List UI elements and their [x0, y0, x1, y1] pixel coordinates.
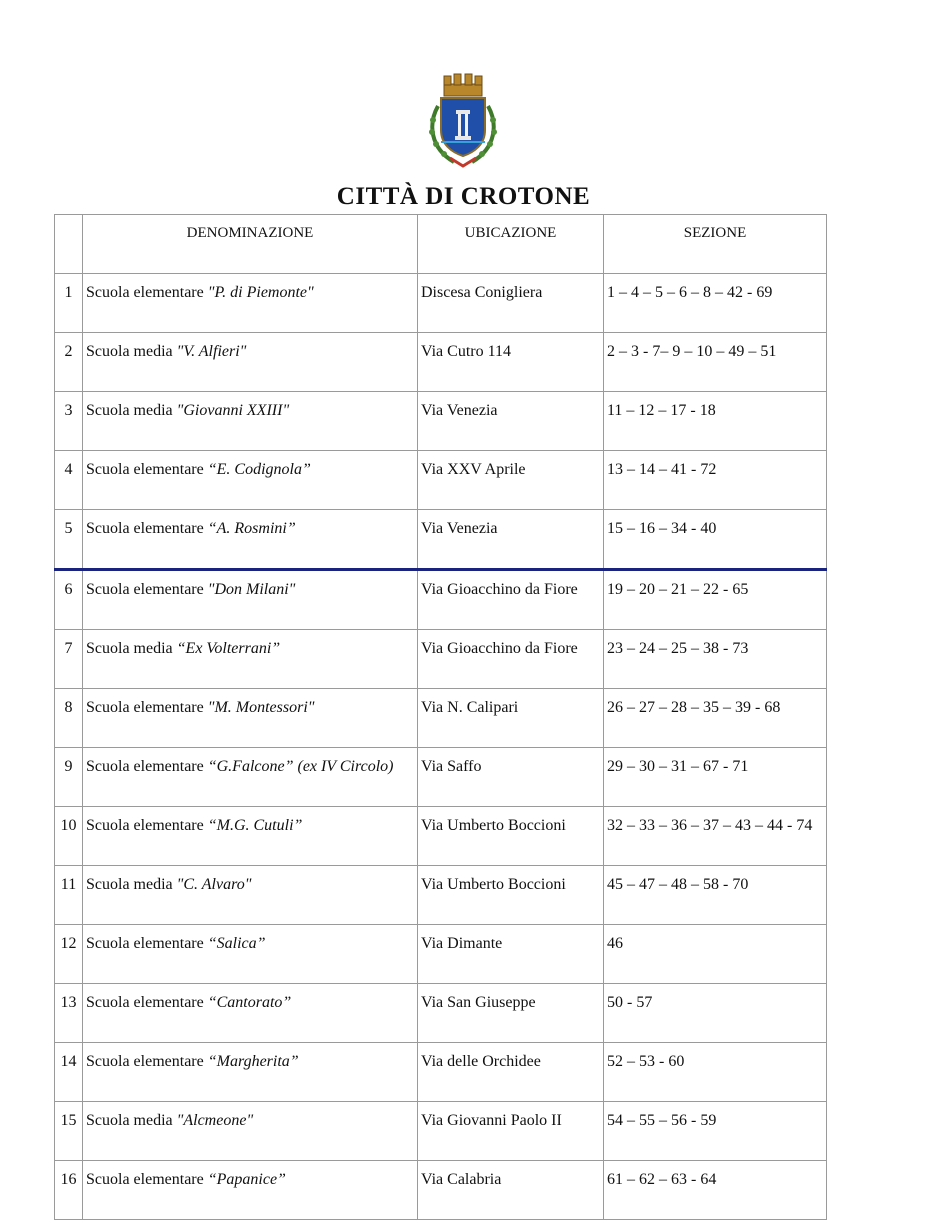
row-denominazione	[83, 570, 418, 630]
row-ubicazione: Via Umberto Boccioni	[418, 807, 604, 866]
row-ubicazione: Via Venezia	[418, 392, 604, 451]
row-number: 5	[55, 510, 83, 570]
school-name: "Alcmeone"	[176, 1112, 254, 1129]
school-name: "Giovanni XXIII"	[176, 402, 290, 419]
row-ubicazione: Via XXV Aprile	[418, 451, 604, 510]
table-row	[55, 748, 827, 807]
row-denominazione	[83, 510, 418, 570]
table-row	[55, 570, 827, 630]
school-type: Scuola media	[86, 640, 173, 657]
table-row	[55, 689, 827, 748]
row-ubicazione: Via Umberto Boccioni	[418, 866, 604, 925]
school-type: Scuola elementare	[86, 699, 204, 716]
row-ubicazione: Via N. Calipari	[418, 689, 604, 748]
row-sezione: 26 – 27 – 28 – 35 – 39 - 68	[604, 689, 827, 748]
page-title: CITTÀ DI CROTONE	[336, 183, 591, 210]
row-sezione: 29 – 30 – 31 – 67 - 71	[604, 748, 827, 807]
polling-stations-table	[54, 214, 827, 1220]
row-denominazione	[83, 392, 418, 451]
row-ubicazione: Via Cutro 114	[418, 333, 604, 392]
row-number: 13	[55, 984, 83, 1043]
row-ubicazione: Via Gioacchino da Fiore	[418, 570, 604, 630]
row-number: 7	[55, 630, 83, 689]
row-number: 16	[55, 1161, 83, 1220]
row-sezione: 15 – 16 – 34 - 40	[604, 510, 827, 570]
school-name: "V. Alfieri"	[176, 343, 247, 360]
row-number: 8	[55, 689, 83, 748]
row-sezione: 52 – 53 - 60	[604, 1043, 827, 1102]
row-denominazione	[83, 748, 418, 807]
row-sezione: 1 – 4 – 5 – 6 – 8 – 42 - 69	[604, 274, 827, 333]
table-row	[55, 1161, 827, 1220]
row-number: 12	[55, 925, 83, 984]
table-row	[55, 630, 827, 689]
row-denominazione	[83, 866, 418, 925]
row-sezione: 2 – 3 - 7– 9 – 10 – 49 – 51	[604, 333, 827, 392]
school-name: “Papanice”	[207, 1171, 286, 1188]
row-denominazione	[83, 630, 418, 689]
row-sezione: 46	[604, 925, 827, 984]
row-sezione: 11 – 12 – 17 - 18	[604, 392, 827, 451]
school-name: “M.G. Cutuli”	[207, 817, 303, 834]
school-type: Scuola elementare	[86, 935, 204, 952]
school-type: Scuola elementare	[86, 758, 204, 775]
table-header-row	[55, 215, 827, 274]
school-type: Scuola elementare	[86, 284, 204, 301]
row-sezione: 19 – 20 – 21 – 22 - 65	[604, 570, 827, 630]
crotone-coat-of-arms-emblem	[424, 72, 502, 170]
row-denominazione	[83, 1102, 418, 1161]
row-sezione: 54 – 55 – 56 - 59	[604, 1102, 827, 1161]
school-name: “Cantorato”	[207, 994, 292, 1011]
row-denominazione	[83, 1161, 418, 1220]
table-row	[55, 392, 827, 451]
school-type: Scuola media	[86, 1112, 173, 1129]
row-sezione: 32 – 33 – 36 – 37 – 43 – 44 - 74	[604, 807, 827, 866]
school-name: “A. Rosmini”	[207, 520, 296, 537]
table-row	[55, 274, 827, 333]
row-number: 10	[55, 807, 83, 866]
row-ubicazione: Via Saffo	[418, 748, 604, 807]
row-denominazione	[83, 807, 418, 866]
table-row	[55, 925, 827, 984]
school-name: “G.Falcone” (ex IV Circolo)	[207, 758, 394, 775]
row-number: 4	[55, 451, 83, 510]
school-type: Scuola elementare	[86, 461, 204, 478]
school-type: Scuola elementare	[86, 994, 204, 1011]
row-ubicazione: Via delle Orchidee	[418, 1043, 604, 1102]
school-name: "M. Montessori"	[207, 699, 315, 716]
school-name: “Ex Volterrani”	[176, 640, 281, 657]
row-number: 1	[55, 274, 83, 333]
header-sezione: SEZIONE	[604, 215, 827, 274]
row-sezione: 61 – 62 – 63 - 64	[604, 1161, 827, 1220]
row-ubicazione: Via Gioacchino da Fiore	[418, 630, 604, 689]
school-type: Scuola elementare	[86, 1171, 204, 1188]
row-ubicazione: Via Venezia	[418, 510, 604, 570]
school-type: Scuola elementare	[86, 817, 204, 834]
row-number: 14	[55, 1043, 83, 1102]
header-ubicazione: UBICAZIONE	[418, 215, 604, 274]
school-name: “Salica”	[207, 935, 266, 952]
row-denominazione	[83, 984, 418, 1043]
row-ubicazione: Via Giovanni Paolo II	[418, 1102, 604, 1161]
row-sezione: 23 – 24 – 25 – 38 - 73	[604, 630, 827, 689]
school-name: "P. di Piemonte"	[207, 284, 314, 301]
row-ubicazione: Via San Giuseppe	[418, 984, 604, 1043]
row-ubicazione: Via Calabria	[418, 1161, 604, 1220]
row-number: 3	[55, 392, 83, 451]
header-number	[55, 215, 83, 274]
row-denominazione	[83, 689, 418, 748]
school-type: Scuola elementare	[86, 520, 204, 537]
row-number: 6	[55, 570, 83, 630]
school-name: "C. Alvaro"	[176, 876, 252, 893]
table-row	[55, 510, 827, 570]
row-number: 15	[55, 1102, 83, 1161]
header-denominazione: DENOMINAZIONE	[83, 215, 418, 274]
row-denominazione	[83, 451, 418, 510]
school-type: Scuola media	[86, 402, 173, 419]
school-type: Scuola media	[86, 343, 173, 360]
table-row	[55, 807, 827, 866]
row-denominazione	[83, 274, 418, 333]
school-name: “E. Codignola”	[207, 461, 311, 478]
school-name: “Margherita”	[207, 1053, 299, 1070]
row-number: 9	[55, 748, 83, 807]
table-row	[55, 984, 827, 1043]
row-sezione: 50 - 57	[604, 984, 827, 1043]
table-row	[55, 866, 827, 925]
school-type: Scuola elementare	[86, 1053, 204, 1070]
school-type: Scuola media	[86, 876, 173, 893]
table-row	[55, 1102, 827, 1161]
table-row	[55, 333, 827, 392]
row-ubicazione: Via Dimante	[418, 925, 604, 984]
row-denominazione	[83, 333, 418, 392]
row-denominazione	[83, 1043, 418, 1102]
row-denominazione	[83, 925, 418, 984]
row-number: 2	[55, 333, 83, 392]
school-type: Scuola elementare	[86, 581, 204, 598]
row-number: 11	[55, 866, 83, 925]
row-sezione: 45 – 47 – 48 – 58 - 70	[604, 866, 827, 925]
table-row	[55, 1043, 827, 1102]
school-name: "Don Milani"	[207, 581, 296, 598]
row-ubicazione: Discesa Conigliera	[418, 274, 604, 333]
row-sezione: 13 – 14 – 41 - 72	[604, 451, 827, 510]
table-row	[55, 451, 827, 510]
